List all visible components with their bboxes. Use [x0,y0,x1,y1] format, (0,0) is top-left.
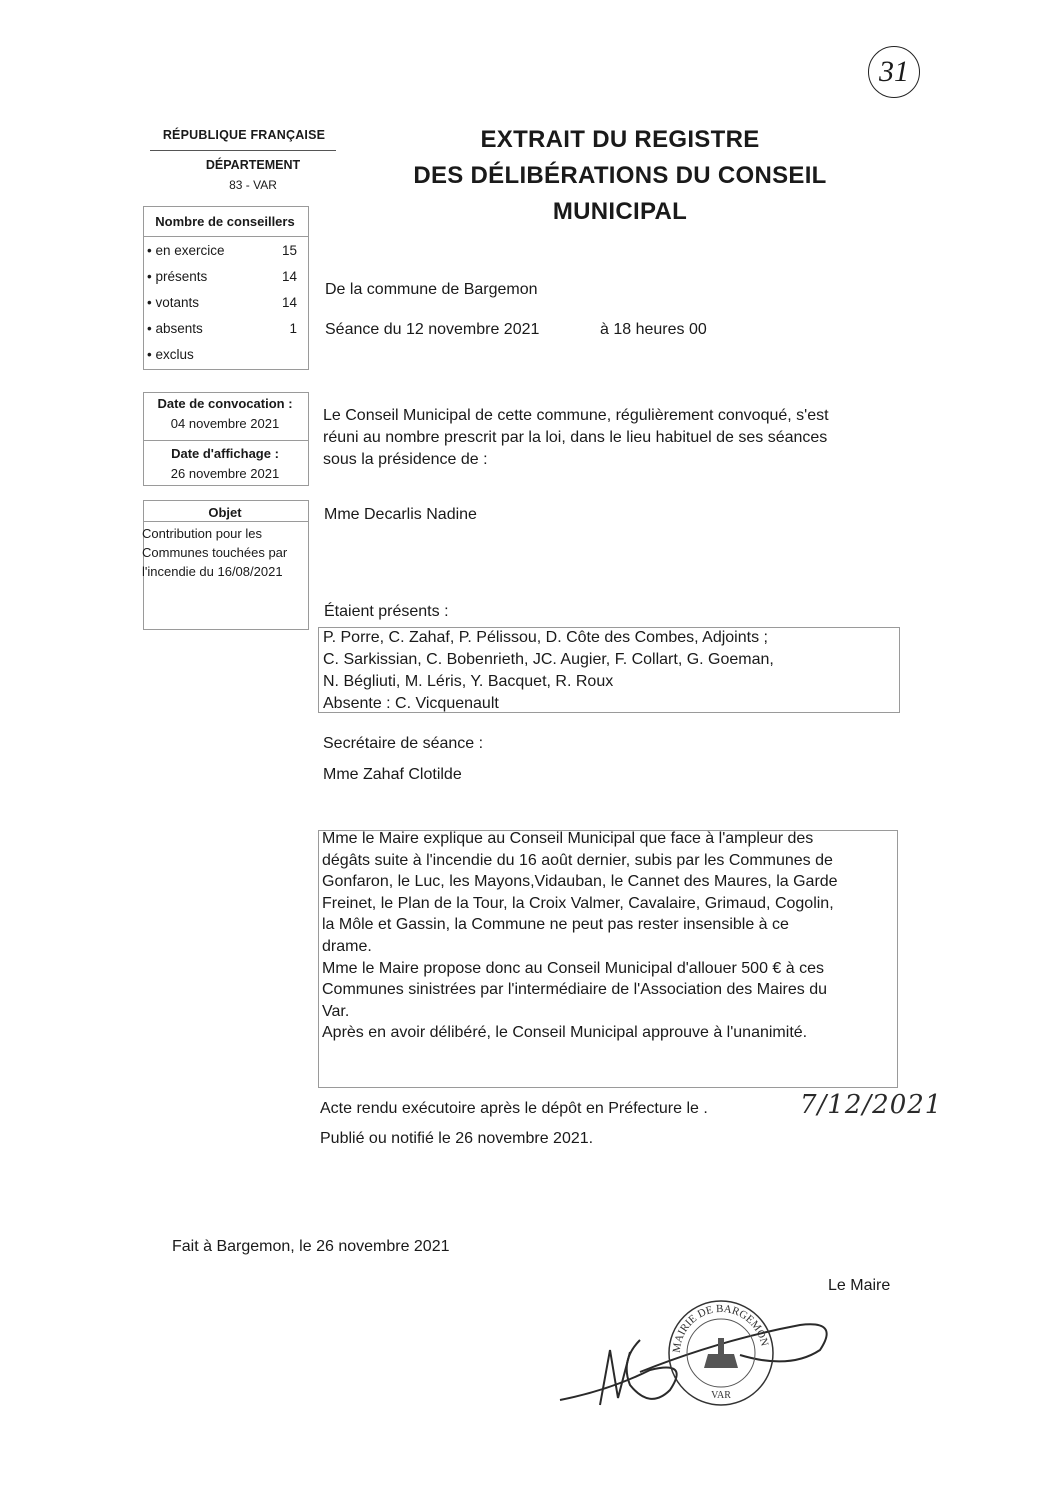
signature-stroke [560,1340,677,1400]
department-label: DÉPARTEMENT [205,158,301,172]
convocation-divider [143,440,308,441]
explanation-text [322,828,898,1044]
affichage-label: Date d'affichage : [171,446,279,461]
objet-text [142,524,310,581]
count-label: • absents [147,321,203,336]
convocation-date: 04 novembre 2021 [170,416,280,431]
count-row-presents [147,269,297,284]
republic-label: RÉPUBLIQUE FRANÇAISE [162,128,326,142]
explanation-line: Après en avoir délibéré, le Conseil Municipal approuve à l'unanimité. [322,1024,808,1042]
explanation-line: Var. [322,1002,350,1020]
count-value: 14 [281,269,297,284]
explanation-line: Freinet, le Plan de la Tour, la Croix Valmer, Cavalaire, Grimaud, Cogolin, [322,894,834,912]
objet-line: l'incendie du 16/08/2021 [142,564,283,579]
president-name: Mme Decarlis Nadine [324,506,477,523]
intro-line: réuni au nombre prescrit par la loi, dans le lieu habituel de ses séances [323,429,828,446]
councillor-count-divider [143,236,308,237]
town-seal [666,1298,776,1408]
intro-paragraph [323,405,903,471]
title-line-1: EXTRAIT DU REGISTRE [480,126,760,153]
explanation-line: Gonfaron, le Luc, les Mayons,Vidauban, le Cannet des Maures, la Garde [322,873,838,891]
count-row-exercice [147,243,297,258]
count-value: 1 [289,321,297,336]
convocation-label: Date de convocation : [157,396,293,411]
presents-line: C. Sarkissian, C. Bobenrieth, JC. Augier, F. Collart, G. Goeman, [323,651,774,668]
count-value: 14 [281,295,297,310]
count-label: • votants [147,295,200,310]
councillor-count-title: Nombre de conseillers [155,214,295,229]
explanation-line: Mme le Maire explique au Conseil Municipal que face à l'ampleur des [322,830,814,847]
count-value: 15 [281,243,297,258]
page-number-circle [868,46,920,98]
councillor-count-box [143,206,309,370]
document-title [360,122,880,230]
absente-line: Absente : C. Vicquenault [323,695,499,712]
count-label: • en exercice [147,243,225,258]
fait-line: Fait à Bargemon, le 26 novembre 2021 [172,1238,450,1255]
page-number: 31 [879,55,909,88]
seal-text: MAIRIE DE BARGEMON [670,1302,771,1354]
count-label: • présents [147,269,208,284]
handwritten-date: 7/12/2021 [800,1090,943,1120]
intro-line: Le Conseil Municipal de cette commune, régulièrement convoqué, s'est [323,407,829,424]
presents-line: P. Porre, C. Zahaf, P. Pélissou, D. Côte des Combes, Adjoints ; [323,629,768,646]
count-row-votants [147,295,297,310]
republic-divider [150,150,336,151]
title-line-2: DES DÉLIBÉRATIONS DU CONSEIL [413,162,827,189]
affichage-date: 26 novembre 2021 [170,466,280,481]
presents-line: N. Bégliuti, M. Léris, Y. Bacquet, R. Roux [323,673,614,690]
count-row-absents [147,321,297,336]
objet-line: Communes touchées par [142,545,288,560]
objet-divider [143,521,308,522]
explanation-line: drame. [322,937,372,955]
count-row-exclus [147,347,297,362]
seance-time: à 18 heures 00 [600,321,707,338]
department-value: 83 - VAR [229,178,277,192]
count-label: • exclus [147,347,194,362]
explanation-line: Mme le Maire propose donc au Conseil Municipal d'allouer 500 € à ces [322,959,824,977]
secretaire-label: Secrétaire de séance : [323,735,484,752]
presents-list [323,627,901,715]
commune-line: De la commune de Bargemon [325,281,538,298]
seal-bottom-text: VAR [711,1390,731,1401]
executoire-line: Acte rendu exécutoire après le dépôt en Préfecture le . [320,1100,708,1117]
signatory-label: Le Maire [828,1277,891,1294]
seal-emblem [704,1338,738,1368]
publication-line: Publié ou notifié le 26 novembre 2021. [320,1130,594,1147]
intro-line: sous la présidence de : [323,451,488,468]
objet-line: Contribution pour les [142,526,262,541]
explanation-line: Communes sinistrées par l'intermédiaire de l'Association des Maires du [322,981,827,999]
presents-label: Étaient présents : [324,603,449,620]
title-line-3: MUNICIPAL [552,198,688,225]
explanation-line: la Môle et Gassin, la Commune ne peut pas rester insensible à ce [322,916,789,934]
seance-date: Séance du 12 novembre 2021 [325,321,540,338]
secretaire-name: Mme Zahaf Clotilde [323,766,462,783]
explanation-line: dégâts suite à l'incendie du 16 août dernier, subis par les Communes de [322,851,833,869]
signature-stroke [600,1350,630,1405]
objet-label: Objet [208,505,242,520]
